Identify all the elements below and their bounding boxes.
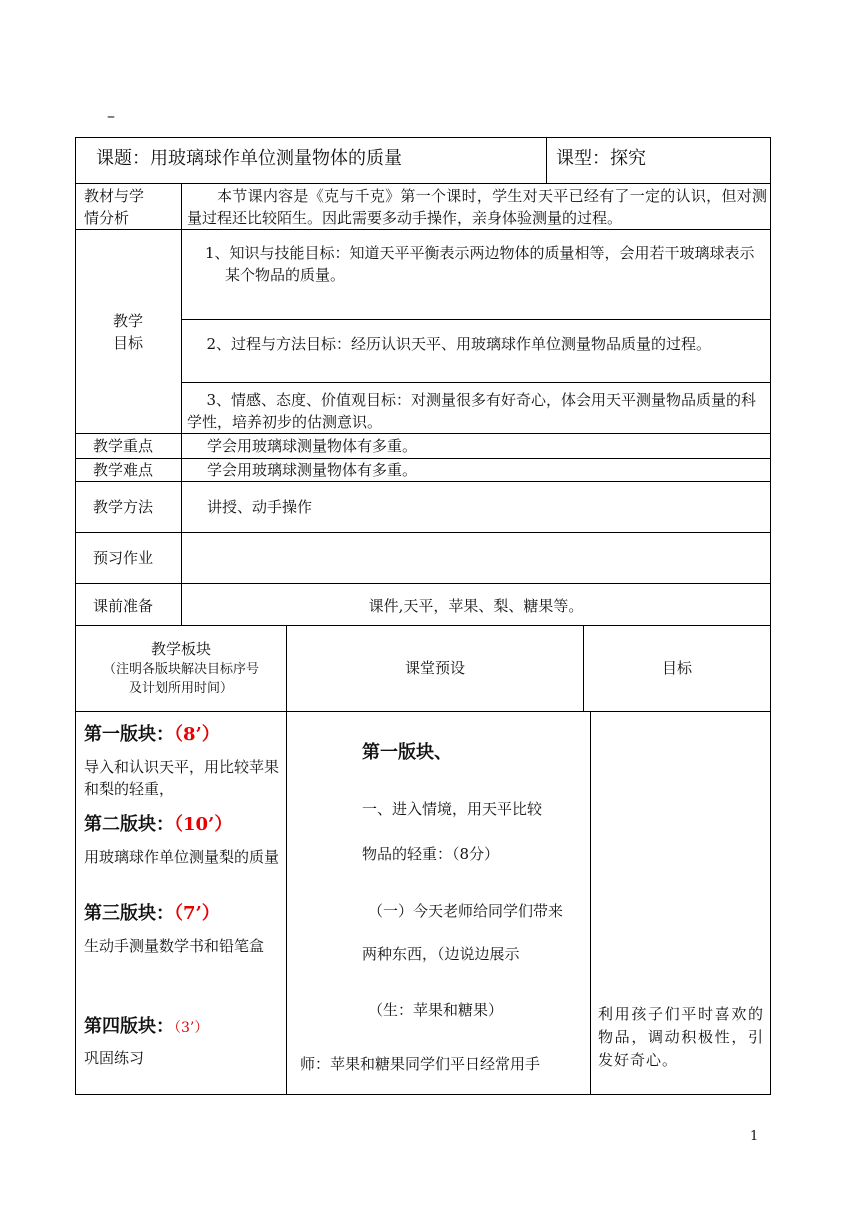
block-2-time: （10’） xyxy=(174,814,233,835)
info-label-divider xyxy=(181,183,182,626)
block-1-desc: 导入和认识天平，用比较苹果和梨的轻重， xyxy=(84,758,280,798)
homework-label: 预习作业 xyxy=(93,549,154,567)
preparation-content: 课件,天平，苹果、梨、糖果等。 xyxy=(368,597,584,615)
preparation-label: 课前准备 xyxy=(93,597,154,615)
blocks-header-note-1: （注明各版块解决目标序号 xyxy=(102,662,259,677)
key-point-label: 教学重点 xyxy=(93,437,154,455)
classroom-header: 课堂预设 xyxy=(404,659,465,677)
difficulty-content: 学会用玻璃球测量物体有多重。 xyxy=(207,461,418,479)
block-4-time: （3’） xyxy=(174,1020,209,1036)
block-3 xyxy=(84,901,282,957)
row-divider-goals xyxy=(75,433,771,434)
page-number: 1 xyxy=(750,1129,759,1144)
row-divider-homework xyxy=(75,583,771,584)
block-1-time: （8’） xyxy=(174,724,220,745)
goal-2: 2、过程与方法目标：经历认识天平、用玻璃球作单位测量物品质量的过程。 xyxy=(206,335,712,353)
block-4-desc: 巩固练习 xyxy=(84,1049,145,1067)
title-divider xyxy=(546,137,547,184)
block-1 xyxy=(84,722,282,800)
row-divider-method xyxy=(75,532,771,533)
row-divider-goal1 xyxy=(181,319,771,320)
block-2-desc: 用玻璃球作单位测量梨的质量 xyxy=(84,848,280,866)
goals-label xyxy=(76,310,180,354)
classroom-line-6: 师：苹果和糖果同学们平日经常用手 xyxy=(300,1055,541,1073)
classroom-line-5: （生：苹果和糖果） xyxy=(368,1001,504,1019)
row-divider-goal2 xyxy=(181,382,771,383)
difficulty-label: 教学难点 xyxy=(93,461,154,479)
method-label: 教学方法 xyxy=(93,498,154,516)
analysis-label-line1: 教材与学 xyxy=(84,187,145,205)
key-point-content: 学会用玻璃球测量物体有多重。 xyxy=(207,437,418,455)
analysis-label-line2: 情分析 xyxy=(84,209,130,227)
goals-label-line2: 目标 xyxy=(112,334,143,352)
header-dash: – xyxy=(107,106,115,125)
analysis-content: 本节课内容是《克与千克》第一个课时，学生对天平已经有了一定的认识，但对测量过程还比较陌生。因此需要多动手操作，亲身体验测量的过程。 xyxy=(187,187,767,227)
goals-label-line1: 教学 xyxy=(112,312,143,330)
blocks-header-note-2: 及计划所用时间） xyxy=(128,681,233,696)
plan-body-divider-1 xyxy=(286,711,287,1095)
target-text: 利用孩子们平时喜欢的物品，调动积极性，引发好奇心。 xyxy=(598,1005,764,1069)
lesson-topic: 课题：用玻璃球作单位测量物体的质量 xyxy=(96,148,402,169)
classroom-line-3: （一）今天老师给同学们带来 xyxy=(368,902,564,920)
classroom-line-1: 一、进入情境，用天平比较 xyxy=(362,800,543,818)
block-2-title: 第二版块： xyxy=(84,814,174,835)
plan-body-divider-2 xyxy=(590,711,591,1095)
classroom-line-4: 两种东西，（边说边展示 xyxy=(362,945,520,963)
blocks-header xyxy=(76,638,286,698)
goal-3: 3、情感、态度、价值观目标：对测量很多有好奇心，体会用天平测量物品质量的科学性，培养初步的估测意识。 xyxy=(187,391,757,431)
target-header: 目标 xyxy=(661,659,692,677)
block-3-desc: 生动手测量数学书和铅笔盒 xyxy=(84,937,265,955)
analysis-label xyxy=(84,185,144,229)
method-content: 讲授、动手操作 xyxy=(207,498,313,516)
lesson-type: 课型：探究 xyxy=(556,148,646,169)
block-3-time: （7’） xyxy=(174,903,220,924)
row-divider-difficulty xyxy=(75,481,771,482)
block-1-title: 第一版块： xyxy=(84,724,174,745)
row-divider-key xyxy=(75,458,771,459)
goal-1: 1、知识与技能目标：知道天平平衡表示两边物体的质量相等，会用若干玻璃球表示某个物品的质量。 xyxy=(205,244,755,284)
blocks-header-title: 教学板块 xyxy=(150,640,211,658)
classroom-line-2: 物品的轻重：（8分） xyxy=(362,845,500,863)
block-4-title: 第四版块： xyxy=(84,1016,174,1037)
classroom-heading: 第一版块、 xyxy=(362,742,452,763)
block-3-title: 第三版块： xyxy=(84,903,174,924)
block-2 xyxy=(84,812,282,868)
block-4 xyxy=(84,1014,282,1069)
row-divider-analysis xyxy=(75,229,771,230)
